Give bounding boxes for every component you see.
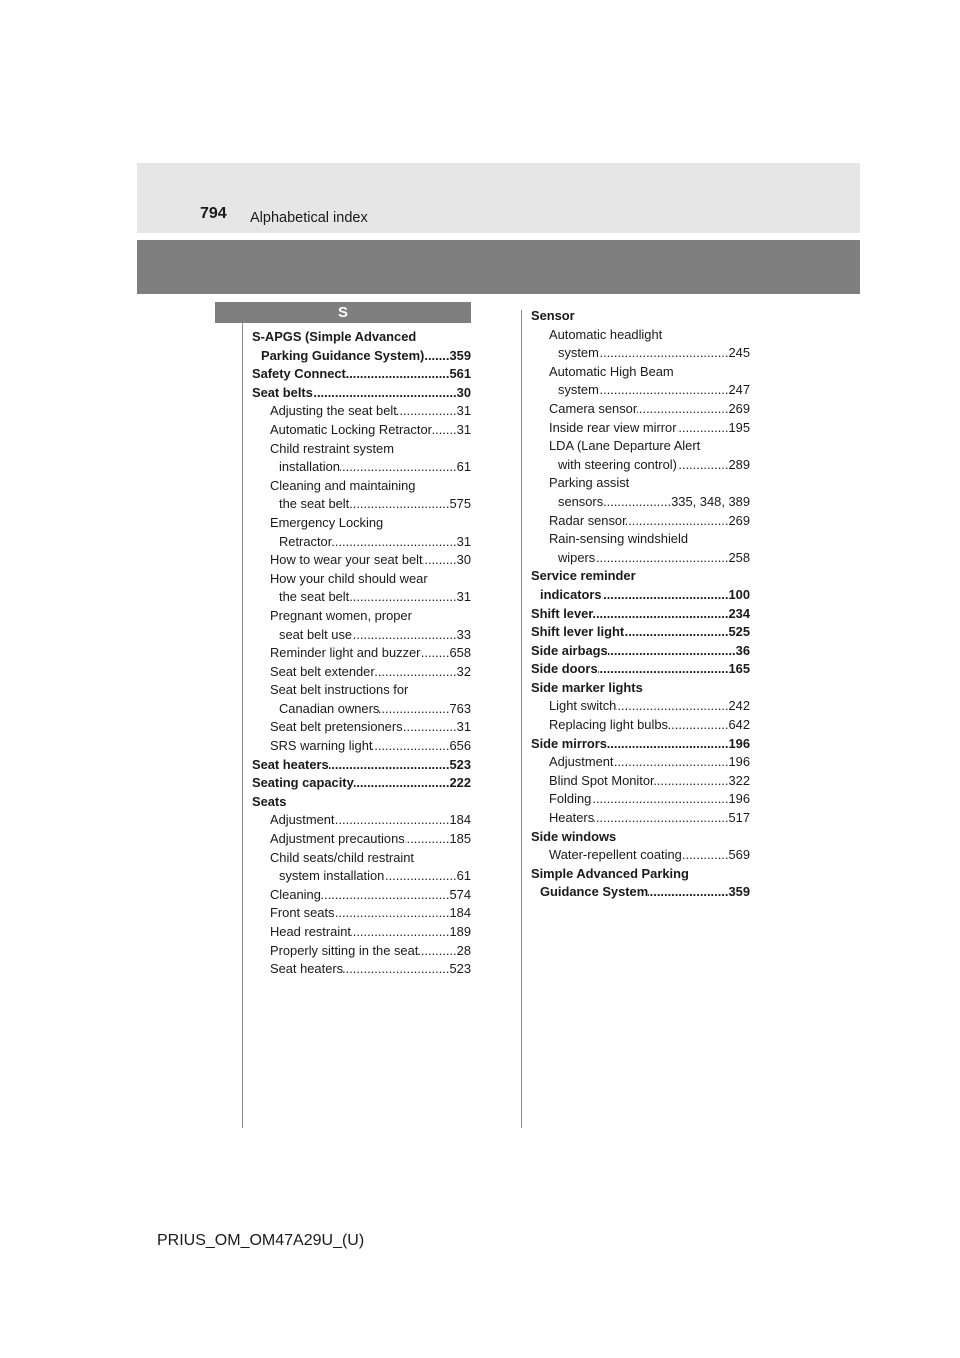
entry-term: Seat heaters (252, 756, 329, 772)
dot-leader (424, 347, 449, 366)
entry-page-number: 763 (449, 700, 471, 716)
dot-leader (677, 456, 729, 475)
index-subentry (252, 644, 471, 663)
entry-page-number: 258 (728, 549, 750, 565)
index-subentry (252, 570, 471, 607)
dot-leader (593, 605, 728, 624)
entry-term: wipers (558, 549, 596, 565)
entry-term: Seat heaters (270, 961, 344, 977)
entry-term: Front seats (270, 905, 335, 921)
index-subentry (531, 512, 750, 531)
entry-term: Guidance System (540, 884, 649, 900)
index-column-left (252, 328, 471, 979)
index-entry (252, 328, 471, 365)
entry-page-number: 242 (728, 698, 750, 714)
entry-page-number: 185 (449, 831, 471, 847)
dot-leader (595, 549, 728, 568)
entry-page-number: 658 (449, 645, 471, 661)
index-subentry (252, 923, 471, 942)
entry-term: Safety Connect (252, 366, 346, 382)
dot-leader (616, 697, 728, 716)
entry-term: seat belt use (279, 626, 353, 642)
dot-leader (379, 700, 449, 719)
entry-term: Automatic Locking Retractor (270, 421, 432, 437)
index-subentry (531, 772, 750, 791)
index-subentry (531, 716, 750, 735)
entry-page-number: 189 (449, 924, 471, 939)
index-entry (531, 642, 750, 661)
index-entry (252, 756, 471, 775)
index-subentry (252, 718, 471, 737)
entry-term: Side doors (531, 661, 598, 677)
entry-term: Seat belt pretensioners (270, 719, 403, 735)
dot-leader (599, 381, 729, 400)
entry-term: system (558, 345, 599, 361)
index-subentry (531, 419, 750, 438)
index-subentry (252, 960, 471, 979)
index-subentry (531, 400, 750, 419)
entry-term: Automatic headlight (549, 326, 663, 342)
entry-term: the seat belt (279, 496, 350, 512)
index-entry (531, 567, 750, 604)
entry-term: Side mirrors (531, 735, 607, 751)
dot-leader (602, 586, 729, 605)
entry-page-number: 335, 348, 389 (671, 493, 750, 509)
entry-page-number: 196 (728, 791, 750, 807)
dot-leader (599, 344, 729, 363)
index-entry (531, 605, 750, 624)
entry-page-number: 561 (449, 366, 471, 382)
entry-term: Emergency Locking (270, 514, 384, 530)
entry-term: Parking Guidance System) (261, 347, 425, 363)
index-entry (252, 365, 471, 384)
entry-term: How to wear your seat belt (270, 552, 423, 568)
header-bar (137, 163, 860, 233)
entry-page-number: 28 (456, 942, 471, 958)
index-subentry (252, 811, 471, 830)
entry-page-number: 30 (456, 552, 471, 568)
dot-leader (682, 846, 729, 865)
dot-leader (614, 753, 729, 772)
entry-term: Side windows (531, 828, 617, 844)
dot-leader (607, 735, 729, 754)
index-subentry (252, 663, 471, 682)
dot-leader (313, 384, 457, 403)
dot-leader (594, 809, 728, 828)
entry-page-number: 234 (728, 605, 750, 621)
entry-page-number: 30 (456, 384, 471, 400)
index-subentry (252, 514, 471, 551)
dot-leader (384, 867, 456, 886)
entry-page-number: 36 (735, 642, 750, 658)
dot-leader (332, 533, 457, 552)
entry-term: system installation (279, 868, 385, 884)
entry-page-number: 196 (728, 735, 750, 751)
entry-term: Reminder light and buzzer (270, 645, 421, 661)
index-subentry (531, 790, 750, 809)
index-subentry (531, 846, 750, 865)
dot-leader (334, 904, 449, 923)
page-title: Alphabetical index (250, 210, 368, 226)
index-entry (531, 735, 750, 754)
dot-leader (423, 551, 457, 570)
entry-term: Adjustment (270, 812, 335, 828)
index-subentry (252, 886, 471, 905)
dot-leader (405, 830, 450, 849)
column-divider-middle (521, 310, 522, 1128)
entry-page-number: 100 (728, 586, 750, 602)
entry-page-number: 222 (449, 775, 471, 791)
dot-leader (351, 923, 450, 942)
index-subentry (252, 551, 471, 570)
index-entry (531, 865, 750, 902)
index-subentry (252, 830, 471, 849)
entry-term: Cleaning and maintaining (270, 477, 416, 493)
index-subentry (531, 363, 750, 400)
dot-leader (340, 458, 457, 477)
entry-term: sensors (558, 493, 604, 509)
index-subentry (531, 437, 750, 474)
entry-page-number: 195 (728, 419, 750, 435)
page-number: 794 (200, 205, 227, 222)
entry-term: Shift lever light (531, 624, 625, 640)
entry-page-number: 517 (728, 810, 750, 826)
index-entry (252, 384, 471, 403)
index-subentry (531, 474, 750, 511)
entry-term: Adjustment precautions (270, 831, 405, 847)
dot-leader (321, 886, 450, 905)
entry-page-number: 656 (449, 738, 471, 754)
entry-term: Seat belt instructions for (270, 682, 409, 698)
entry-term: SRS warning light (270, 738, 373, 754)
entry-page-number: 322 (728, 772, 750, 788)
footer-code: PRIUS_OM_OM47A29U_(U) (157, 1232, 365, 1249)
entry-term: Blind Spot Monitor (549, 772, 655, 788)
entry-page-number: 245 (728, 345, 750, 361)
entry-term: Radar sensor (549, 512, 627, 528)
dot-leader (603, 493, 671, 512)
entry-page-number: 196 (728, 754, 750, 770)
index-entry (531, 660, 750, 679)
index-subentry (252, 681, 471, 718)
entry-page-number: 269 (728, 400, 750, 416)
index-subentry (252, 440, 471, 477)
entry-page-number: 31 (456, 533, 471, 549)
index-entry (531, 307, 750, 326)
entry-page-number: 31 (456, 589, 471, 605)
entry-term: Shift lever (531, 605, 594, 621)
entry-term: Canadian owners (279, 700, 380, 716)
entry-term: S-APGS (Simple Advanced (252, 329, 417, 344)
index-entry (252, 793, 471, 812)
dot-leader (418, 942, 456, 961)
entry-term: Water-repellent coating (549, 847, 682, 863)
entry-term: Camera sensor (549, 400, 638, 416)
entry-page-number: 574 (449, 886, 471, 902)
entry-term: Properly sitting in the seat (270, 942, 419, 958)
dot-leader (329, 756, 450, 775)
header-band (137, 240, 860, 294)
entry-page-number: 31 (456, 719, 471, 735)
dot-leader (349, 588, 456, 607)
entry-page-number: 61 (456, 868, 471, 884)
entry-term: system (558, 382, 599, 398)
index-subentry (252, 737, 471, 756)
index-subentry (252, 849, 471, 886)
entry-page-number: 32 (456, 663, 471, 679)
entry-term: Cleaning (270, 886, 321, 902)
entry-term: Seat belt extender (270, 663, 375, 679)
entry-term: Child restraint system (270, 440, 394, 456)
index-entry (531, 679, 750, 698)
dot-leader (375, 663, 457, 682)
entry-term: Parking assist (549, 475, 630, 491)
entry-term: the seat belt (279, 589, 350, 605)
index-subentry (531, 697, 750, 716)
entry-term: Adjustment (549, 754, 614, 770)
entry-term: How your child should wear (270, 570, 428, 586)
entry-term: Inside rear view mirror (549, 419, 677, 435)
index-entry (531, 623, 750, 642)
entry-page-number: 575 (449, 496, 471, 512)
index-subentry (252, 477, 471, 514)
dot-leader (608, 642, 736, 661)
entry-term: indicators (540, 586, 602, 602)
dot-leader (420, 644, 449, 663)
entry-page-number: 642 (728, 717, 750, 733)
entry-page-number: 269 (728, 512, 750, 528)
entry-page-number: 165 (728, 661, 750, 677)
entry-page-number: 61 (456, 459, 471, 475)
dot-leader (598, 660, 729, 679)
entry-term: Automatic High Beam (549, 363, 674, 379)
entry-term: Rain-sensing windshield (549, 531, 689, 547)
dot-leader (648, 883, 728, 902)
entry-term: Seat belts (252, 384, 313, 400)
dot-leader (668, 716, 729, 735)
index-subentry (252, 942, 471, 961)
entry-page-number: 184 (449, 812, 471, 828)
index-entry (252, 774, 471, 793)
entry-term: Heaters (549, 810, 595, 826)
entry-term: Simple Advanced Parking (531, 865, 689, 881)
dot-leader (354, 774, 450, 793)
entry-page-number: 33 (456, 626, 471, 642)
index-subentry (531, 809, 750, 828)
entry-term: Retractor (279, 533, 333, 549)
entry-term: Service reminder (531, 568, 636, 584)
dot-leader (352, 626, 457, 645)
entry-term: Child seats/child restraint (270, 849, 415, 865)
dot-leader (677, 419, 729, 438)
dot-leader (335, 811, 450, 830)
entry-term: Adjusting the seat belt (270, 403, 397, 419)
entry-page-number: 569 (728, 847, 750, 863)
entry-page-number: 289 (728, 456, 750, 472)
index-subentry (252, 904, 471, 923)
entry-page-number: 523 (449, 756, 471, 772)
entry-term: Side airbags (531, 642, 608, 658)
index-entry (531, 828, 750, 847)
index-subentry (252, 421, 471, 440)
entry-page-number: 31 (456, 421, 471, 437)
entry-term: Replacing light bulbs (549, 717, 668, 733)
dot-leader (654, 772, 728, 791)
entry-term: Folding (549, 791, 592, 807)
entry-term: Seats (252, 793, 287, 809)
dot-leader (624, 623, 728, 642)
dot-leader (591, 790, 728, 809)
entry-term: Pregnant women, proper (270, 607, 412, 623)
dot-leader (346, 365, 450, 384)
index-subentry (252, 402, 471, 421)
entry-page-number: 359 (728, 884, 750, 900)
entry-page-number: 31 (456, 403, 471, 419)
index-column-right (531, 307, 750, 902)
index-subentry (531, 530, 750, 567)
dot-leader (626, 512, 728, 531)
entry-term: Light switch (549, 698, 617, 714)
section-letter-band: S (215, 302, 471, 323)
dot-leader (372, 737, 449, 756)
entry-term: with steering control) (558, 456, 677, 472)
index-subentry (252, 607, 471, 644)
entry-page-number: 525 (728, 624, 750, 640)
entry-page-number: 247 (728, 382, 750, 398)
index-subentry (531, 753, 750, 772)
entry-term: Side marker lights (531, 679, 643, 695)
dot-leader (432, 421, 457, 440)
index-subentry (531, 326, 750, 363)
entry-term: Seating capacity (252, 775, 354, 791)
entry-page-number: 359 (449, 347, 471, 363)
entry-term: Sensor (531, 308, 575, 323)
entry-page-number: 184 (449, 905, 471, 921)
dot-leader (349, 495, 449, 514)
dot-leader (637, 400, 728, 419)
dot-leader (343, 960, 449, 979)
entry-page-number: 523 (449, 961, 471, 977)
entry-term: LDA (Lane Departure Alert (549, 438, 701, 454)
entry-term: installation (279, 459, 340, 475)
entry-term: Head restraint (270, 924, 351, 939)
dot-leader (403, 718, 457, 737)
dot-leader (397, 402, 457, 421)
column-divider-left (242, 310, 243, 1128)
